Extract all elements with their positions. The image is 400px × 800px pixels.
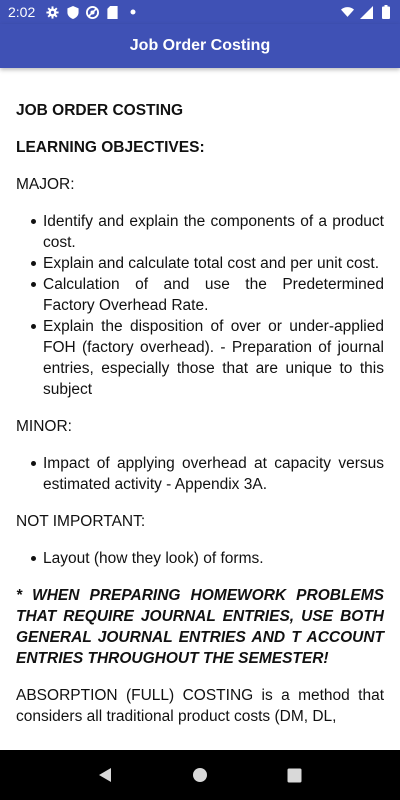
major-label: MAJOR: [16,176,75,193]
wifi-icon [341,6,354,19]
app-bar [0,24,400,68]
not-important-label: NOT IMPORTANT: [16,513,146,530]
list-item: Layout (how they look) of forms. [43,548,384,569]
back-icon [97,767,113,783]
status-right [341,6,392,19]
recents-icon [287,768,302,783]
shield-icon [66,6,79,19]
home-button[interactable] [180,755,220,795]
dot-icon [126,6,139,19]
not-important-list [16,548,384,569]
list-item: Impact of applying overhead at capacity versus estimated activity - Appendix 3A. [43,455,384,493]
homework-note: * WHEN PREPARING HOMEWORK PROBLEMS THAT REQUIRE JOURNAL ENTRIES, USE BOTH GENERAL JOURNAL ENTRIES AND T ACCOUNT ENTRIES THROUGHOUT THE SEMESTER! [16,587,384,667]
status-left [8,4,139,20]
status-bar [0,0,400,24]
major-list [16,211,384,400]
list-item: Explain and calculate total cost and per unit cost. [43,253,384,274]
document-title: JOB ORDER COSTING [16,102,184,119]
recents-button[interactable] [275,755,315,795]
gear-icon [46,6,59,19]
status-time: 2:02 [8,4,36,20]
app-title: Job Order Costing [129,37,271,54]
list-item: Identify and explain the components of a product cost. [43,213,384,251]
minor-label: MINOR: [16,418,72,435]
battery-icon [379,6,392,19]
list-item: Calculation of and use the Predetermined Factory Overhead Rate. [43,276,384,314]
absorption-costing-text: ABSORPTION (FULL) COSTING is a method that considers all traditional product costs (DM, DL, [16,687,384,725]
signal-icon [360,6,373,19]
objectives-heading: LEARNING OBJECTIVES: [16,139,205,156]
navigation-bar [0,750,400,800]
article-content[interactable] [0,68,400,750]
vpn-icon [86,6,99,19]
sd-card-icon [106,6,119,19]
minor-list [16,453,384,495]
back-button[interactable] [85,755,125,795]
list-item: Explain the disposition of over or under-applied FOH (factory overhead). - Preparation of journal entries, especially those that are unique to this subject [43,318,384,398]
home-icon [192,767,208,783]
